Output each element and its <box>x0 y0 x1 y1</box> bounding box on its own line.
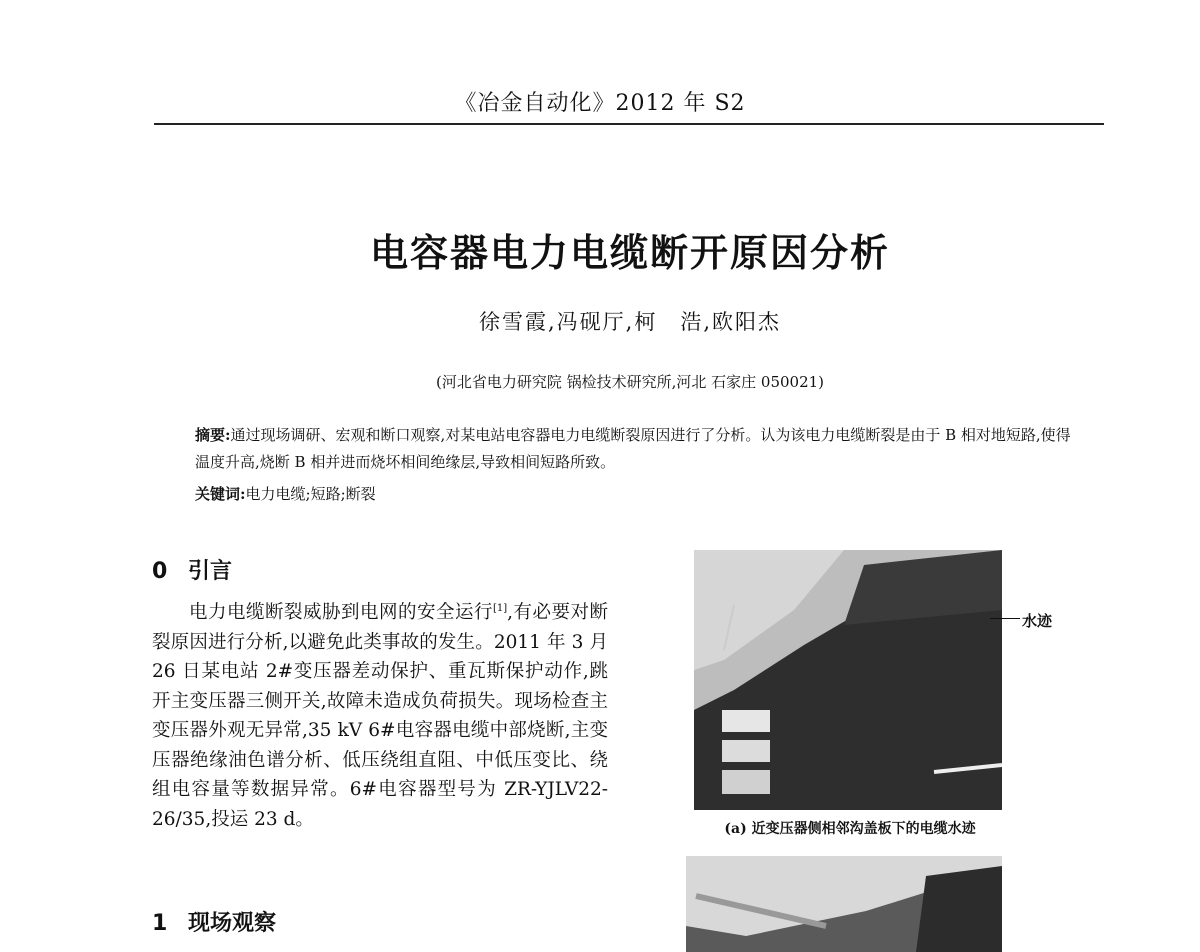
section-1-number: 1 <box>152 911 168 936</box>
intro-paragraph <box>152 594 608 834</box>
authors: 徐雪霞,冯砚厅,柯 浩,欧阳杰 <box>478 310 782 334</box>
section-0-heading <box>152 554 232 585</box>
intro-body <box>152 594 608 834</box>
intro-text-a: 电力电缆断裂威胁到电网的安全运行 <box>189 602 493 624</box>
section-1-title: 现场观察 <box>188 911 277 936</box>
section-0-number: 0 <box>152 559 168 584</box>
section-1-heading <box>152 906 276 937</box>
keywords <box>195 483 1075 504</box>
abstract-text: 通过现场调研、宏观和断口观察,对某电站电容器电力电缆断裂原因进行了分析。认为该电力电缆断裂是由于 B 相对地短路,使得温度升高,烧断 B 相并进而烧坏相间绝缘层,导致相间短路所致。 <box>195 426 1071 471</box>
figure-b-photo <box>686 856 1002 952</box>
annotation-leader <box>990 618 1020 619</box>
cable-photo <box>694 550 1002 810</box>
header-rule <box>154 123 1104 125</box>
keywords-label: 关键词: <box>195 485 246 503</box>
figure-a-photo <box>694 550 1002 810</box>
abstract <box>195 422 1075 476</box>
journal-header: 《冶金自动化》2012 年 S2 <box>454 91 746 116</box>
section-0-title: 引言 <box>188 559 233 584</box>
citation: [1] <box>492 603 508 614</box>
figure-caption: (a) 近变压器侧相邻沟盖板下的电缆水迹 <box>724 821 976 837</box>
cable-photo-b <box>686 856 1002 952</box>
paper-title: 电容器电力电缆断开原因分析 <box>369 231 890 275</box>
affiliation: (河北省电力研究院 锅检技术研究所,河北 石家庄 050021) <box>435 373 825 391</box>
intro-text-b: ,有必要对断裂原因进行分析,以避免此类事故的发生。2011 年 3 月 26 日某电站 2#变压器差动保护、重瓦斯保护动作,跳开主变压器三侧开关,故障未造成负荷损失。现场检查主变压器外观无异常,35 kV 6#电容器电缆中部烧断,主变压器绝缘油色谱分析、低压绕组直阻、中低压变比、绕组电容量等数据异常。6#电容器型号为 ZR-YJLV22-26/35,投运 23 d。 <box>152 602 608 830</box>
figure-annotation: 水迹 <box>1022 612 1053 630</box>
abstract-label: 摘要: <box>195 426 231 444</box>
keywords-text: 电力电缆;短路;断裂 <box>245 485 376 503</box>
